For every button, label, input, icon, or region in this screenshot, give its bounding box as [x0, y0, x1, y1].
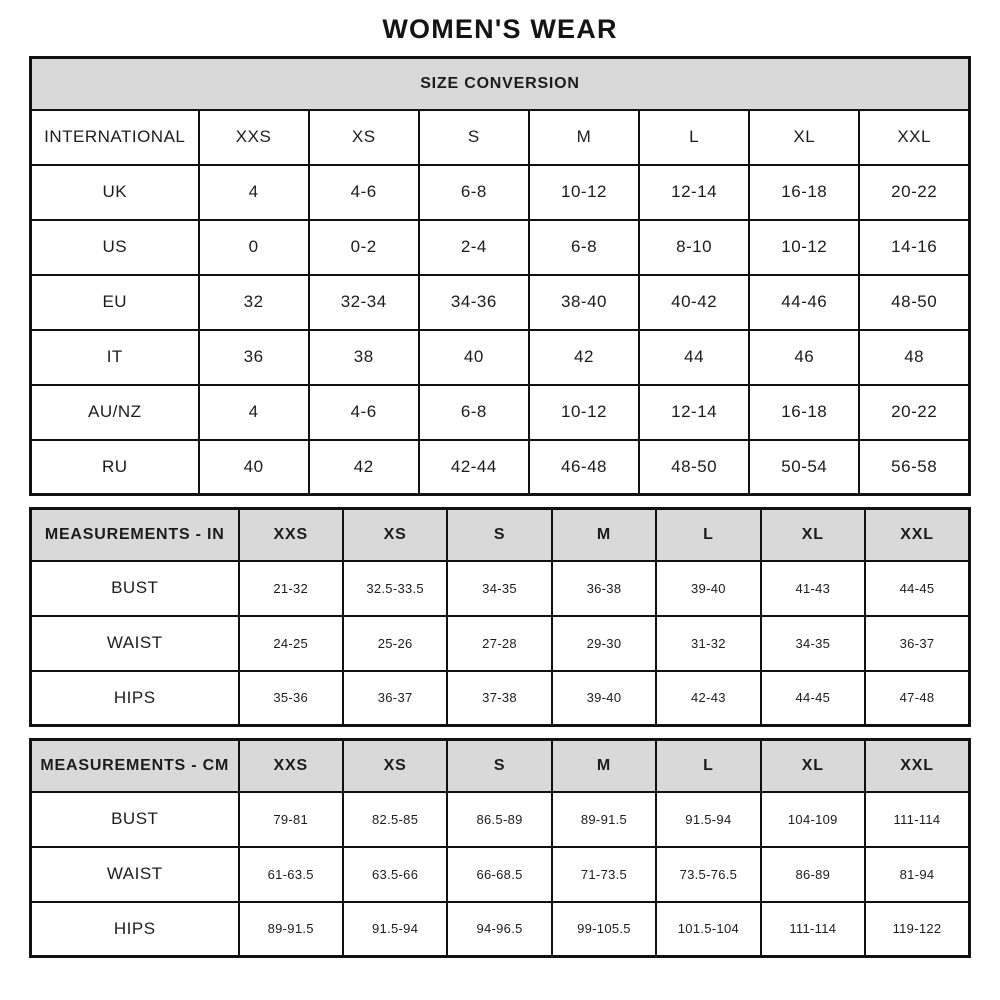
size-value: 12-14 [639, 165, 749, 220]
size-value: 36 [199, 330, 309, 385]
size-value: 12-14 [639, 385, 749, 440]
size-value: 40-42 [639, 275, 749, 330]
measure-value: 25-26 [343, 616, 447, 671]
size-value: 10-12 [529, 385, 639, 440]
size-value: 46-48 [529, 440, 639, 495]
measurements-in-row-bust [31, 561, 970, 616]
measurements-cm-row-hips [31, 902, 970, 957]
region-label-us: US [31, 220, 199, 275]
size-value: 4 [199, 165, 309, 220]
size-value: 16-18 [749, 385, 859, 440]
size-value: 6-8 [419, 385, 529, 440]
size-value: 20-22 [859, 385, 969, 440]
measure-value: 35-36 [239, 671, 343, 726]
column-header-xxl: XXL [865, 740, 969, 792]
measure-value: 31-32 [656, 616, 760, 671]
measure-value: 29-30 [552, 616, 656, 671]
measure-value: 81-94 [865, 847, 969, 902]
size-value: 16-18 [749, 165, 859, 220]
column-header-xxl: XXL [859, 110, 969, 165]
size-value: 14-16 [859, 220, 969, 275]
size-value: 40 [199, 440, 309, 495]
size-value: 6-8 [529, 220, 639, 275]
measurements-in-row-waist [31, 616, 970, 671]
measure-value: 99-105.5 [552, 902, 656, 957]
measure-label-hips: HIPS [31, 671, 239, 726]
measure-value: 44-45 [761, 671, 865, 726]
size-value: 6-8 [419, 165, 529, 220]
measurements-cm-header-row [31, 740, 970, 792]
size-value: 44-46 [749, 275, 859, 330]
region-label-it: IT [31, 330, 199, 385]
measure-value: 111-114 [761, 902, 865, 957]
measure-value: 44-45 [865, 561, 969, 616]
measure-label-bust: BUST [31, 792, 239, 847]
size-value: 46 [749, 330, 859, 385]
size-value: 56-58 [859, 440, 969, 495]
size-conversion-title-row [31, 58, 970, 110]
measure-value: 36-37 [865, 616, 969, 671]
measurements-cm-title: MEASUREMENTS - CM [31, 740, 239, 792]
measure-value: 79-81 [239, 792, 343, 847]
size-value: 44 [639, 330, 749, 385]
measure-value: 91.5-94 [343, 902, 447, 957]
column-header-xxs: XXS [239, 740, 343, 792]
size-value: 4 [199, 385, 309, 440]
measure-value: 27-28 [447, 616, 551, 671]
column-header-xl: XL [761, 740, 865, 792]
size-value: 10-12 [749, 220, 859, 275]
column-header-xl: XL [749, 110, 859, 165]
column-header-xxl: XXL [865, 509, 969, 561]
measure-value: 94-96.5 [447, 902, 551, 957]
size-value: 32-34 [309, 275, 419, 330]
size-conversion-title: SIZE CONVERSION [31, 58, 970, 110]
column-header-xs: XS [343, 509, 447, 561]
column-header-xxs: XXS [239, 509, 343, 561]
size-value: 8-10 [639, 220, 749, 275]
measure-value: 91.5-94 [656, 792, 760, 847]
size-conversion-row-it [31, 330, 970, 385]
size-value: 50-54 [749, 440, 859, 495]
measure-value: 41-43 [761, 561, 865, 616]
size-value: 42-44 [419, 440, 529, 495]
measure-value: 47-48 [865, 671, 969, 726]
column-header-xl: XL [761, 509, 865, 561]
measure-value: 39-40 [552, 671, 656, 726]
column-header-s: S [447, 509, 551, 561]
size-value: 34-36 [419, 275, 529, 330]
measure-value: 39-40 [656, 561, 760, 616]
measure-value: 111-114 [865, 792, 969, 847]
measure-value: 71-73.5 [552, 847, 656, 902]
measure-value: 37-38 [447, 671, 551, 726]
measure-value: 36-37 [343, 671, 447, 726]
measure-label-hips: HIPS [31, 902, 239, 957]
column-header-xs: XS [343, 740, 447, 792]
measure-value: 36-38 [552, 561, 656, 616]
size-value: 0-2 [309, 220, 419, 275]
size-conversion-table [29, 56, 971, 496]
size-conversion-row-us [31, 220, 970, 275]
measurements-in-table [29, 507, 971, 727]
size-conversion-row-uk [31, 165, 970, 220]
size-value: 48-50 [859, 275, 969, 330]
measure-value: 104-109 [761, 792, 865, 847]
measure-value: 24-25 [239, 616, 343, 671]
measurements-in-title: MEASUREMENTS - IN [31, 509, 239, 561]
column-header-l: L [639, 110, 749, 165]
column-header-s: S [419, 110, 529, 165]
size-conversion-row-ru [31, 440, 970, 495]
column-header-m: M [552, 509, 656, 561]
measurements-cm-table [29, 738, 971, 958]
measure-value: 21-32 [239, 561, 343, 616]
measurements-in-header-row [31, 509, 970, 561]
size-value: 2-4 [419, 220, 529, 275]
size-value: 0 [199, 220, 309, 275]
column-header-l: L [656, 509, 760, 561]
measure-value: 34-35 [447, 561, 551, 616]
column-header-l: L [656, 740, 760, 792]
measure-value: 34-35 [761, 616, 865, 671]
size-value: 48 [859, 330, 969, 385]
size-value: 4-6 [309, 165, 419, 220]
column-header-m: M [529, 110, 639, 165]
measure-label-bust: BUST [31, 561, 239, 616]
measure-value: 63.5-66 [343, 847, 447, 902]
measure-label-waist: WAIST [31, 616, 239, 671]
size-value: 42 [309, 440, 419, 495]
measurements-cm-row-bust [31, 792, 970, 847]
size-value: 32 [199, 275, 309, 330]
size-value: 10-12 [529, 165, 639, 220]
region-label-uk: UK [31, 165, 199, 220]
size-conversion-header-row [31, 110, 970, 165]
region-label-au-nz: AU/NZ [31, 385, 199, 440]
measure-label-waist: WAIST [31, 847, 239, 902]
measure-value: 86-89 [761, 847, 865, 902]
column-header-xxs: XXS [199, 110, 309, 165]
size-conversion-row-eu [31, 275, 970, 330]
size-value: 42 [529, 330, 639, 385]
column-header-xs: XS [309, 110, 419, 165]
measurements-in-row-hips [31, 671, 970, 726]
column-header-m: M [552, 740, 656, 792]
size-value: 38-40 [529, 275, 639, 330]
measure-value: 82.5-85 [343, 792, 447, 847]
page-title: WOMEN'S WEAR [382, 14, 618, 44]
measure-value: 101.5-104 [656, 902, 760, 957]
size-value: 38 [309, 330, 419, 385]
measure-value: 66-68.5 [447, 847, 551, 902]
region-label-ru: RU [31, 440, 199, 495]
size-conversion-row-au-nz [31, 385, 970, 440]
measurements-cm-row-waist [31, 847, 970, 902]
measure-value: 89-91.5 [239, 902, 343, 957]
measure-value: 61-63.5 [239, 847, 343, 902]
size-value: 40 [419, 330, 529, 385]
region-label-eu: EU [31, 275, 199, 330]
measure-value: 32.5-33.5 [343, 561, 447, 616]
size-value: 48-50 [639, 440, 749, 495]
measure-value: 119-122 [865, 902, 969, 957]
measure-value: 42-43 [656, 671, 760, 726]
measure-value: 86.5-89 [447, 792, 551, 847]
measure-value: 89-91.5 [552, 792, 656, 847]
size-value: 20-22 [859, 165, 969, 220]
size-value: 4-6 [309, 385, 419, 440]
measure-value: 73.5-76.5 [656, 847, 760, 902]
column-header-s: S [447, 740, 551, 792]
column-header-international: INTERNATIONAL [31, 110, 199, 165]
